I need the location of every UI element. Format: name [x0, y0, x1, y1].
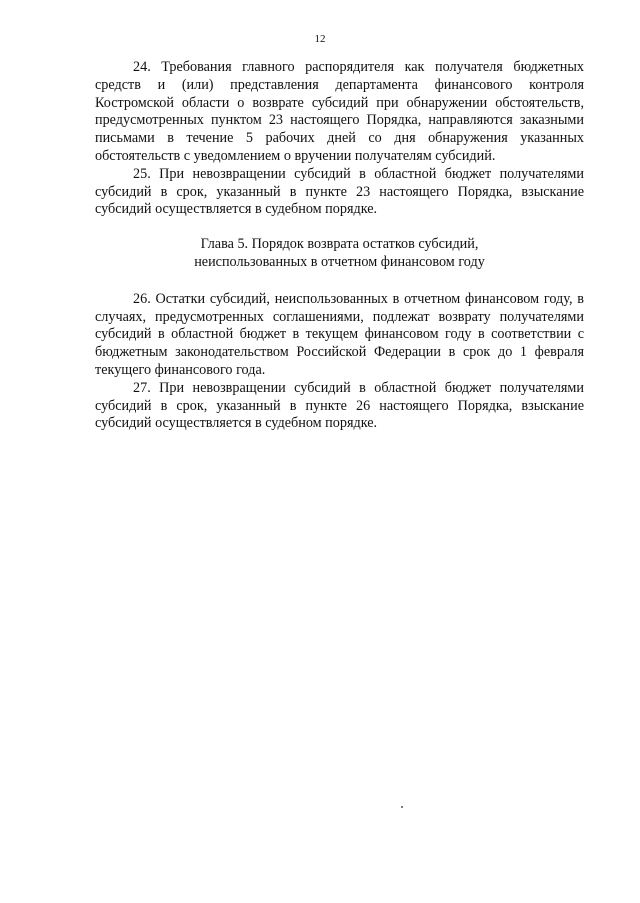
paragraph-27: 27. При невозвращении субсидий в областной бюджет получателями субсидий в срок, указанный в пункте 26 настоящего Порядка, взыскание субсидий осуществляется в судебном порядке. — [95, 379, 584, 432]
chapter-title-line-1: Глава 5. Порядок возврата остатков субсидий, — [200, 236, 479, 253]
paragraph-26: 26. Остатки субсидий, неиспользованных в отчетном финансовом году, в случаях, предусмотренных соглашениями, подлежат возврату получателями субсидий в областной бюджет в текущем финансовом году в соответствии с бюджетным законодательством Российской Федерации в срок до 1 февраля текущего финансового года. — [95, 290, 584, 378]
chapter-title-line-2: неиспользованных в отчетном финансовом году — [194, 253, 485, 270]
scan-speck — [401, 806, 403, 808]
page-number: 12 — [314, 33, 326, 45]
paragraph-24: 24. Требования главного распорядителя как получателя бюджетных средств и (или) представления департамента финансового контроля Костромской области о возврате субсидий при обнаружении обстоятельств, предусмотренных пунктом 23 настоящего Порядка, направляются заказными письмами в течение 5 рабочих дней со дня обнаружения указанных обстоятельств с уведомлением о вручении получателям субсидий. — [95, 59, 584, 164]
chapter-title — [95, 236, 584, 272]
paragraph-25: 25. При невозвращении субсидий в областной бюджет получателями субсидий в срок, указанный в пункте 23 настоящего Порядка, взыскание субсидий осуществляется в судебном порядке. — [95, 165, 584, 218]
document-body — [95, 59, 584, 433]
